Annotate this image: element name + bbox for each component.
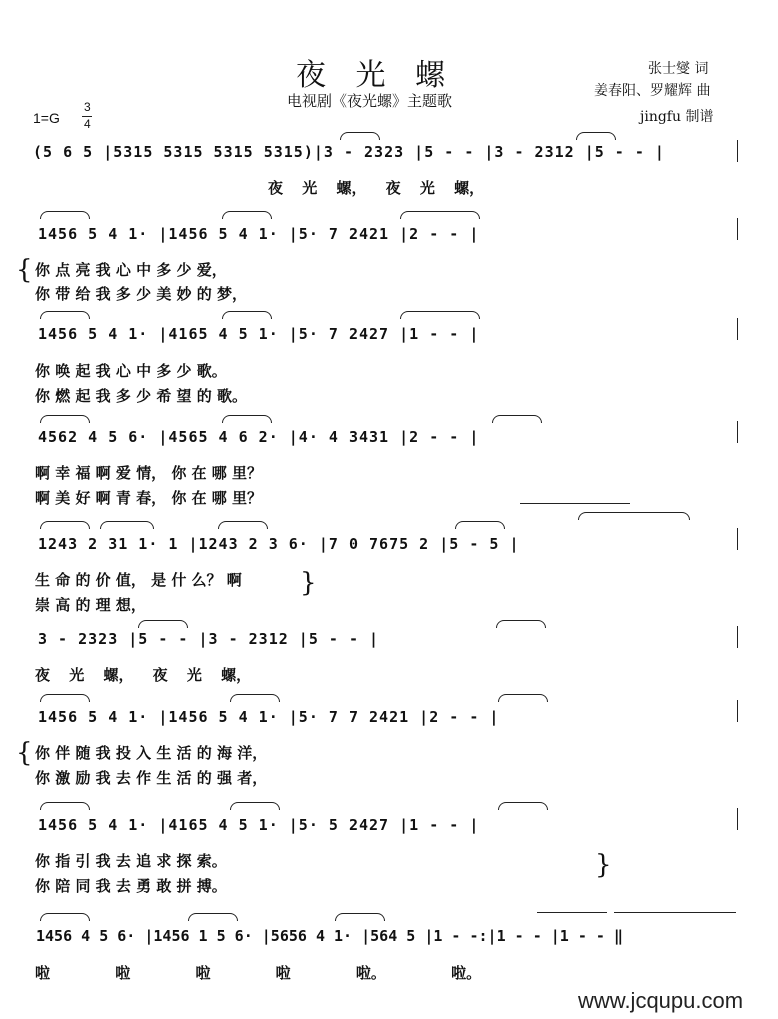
notes-row-8: 1456 5 4 1· |4165 4 5 1· |5· 5 2427 |1 - - | (38, 816, 480, 834)
lyric-row-3-verse-2: 你 燃 起 我 多 少 希 望 的 歌。 (35, 387, 248, 405)
slur (492, 415, 542, 423)
final-barline (737, 808, 738, 830)
slur (40, 415, 90, 423)
lyric-row-2-verse-2: 你 带 给 我 多 少 美 妙 的 梦， (35, 285, 248, 303)
lyric-row-7-verse-2: 你 激 励 我 去 作 生 活 的 强 者， (35, 769, 268, 787)
volta-bracket-1 (537, 912, 607, 913)
slur (576, 132, 616, 140)
lyric-row-4-verse-1: 啊 幸 福 啊 爱 情， 你 在 哪 里？ (35, 464, 263, 482)
slur (40, 211, 90, 219)
slur (188, 913, 238, 921)
verse-brace: { (16, 738, 33, 768)
final-barline (737, 140, 738, 162)
slur (100, 521, 154, 529)
lyric-row-3-verse-1: 你 唤 起 我 心 中 多 少 歌。 (35, 362, 227, 380)
slur (335, 913, 385, 921)
final-barline (737, 528, 738, 550)
verse-brace-right: } (595, 850, 612, 880)
lyric-row-5-verse-2: 崇 高 的 理 想， (35, 596, 146, 614)
notes-row-3: 1456 5 4 1· |4165 4 5 1· |5· 7 2427 |1 - - | (38, 325, 480, 343)
slur (40, 311, 90, 319)
final-barline (737, 626, 738, 648)
slur (40, 913, 90, 921)
slur (40, 521, 90, 529)
notes-row-6: 3 - 2323 |5 - - |3 - 2312 |5 - - | (38, 630, 380, 648)
slur (400, 311, 480, 319)
volta-bracket-2 (614, 912, 736, 913)
time-signature-bottom: 4 (84, 117, 91, 131)
notes-row-4: 4562 4 5 6· |4565 4 6 2· |4· 4 3431 |2 - - | (38, 428, 480, 446)
key-signature: 1=G (33, 110, 60, 126)
slur (40, 802, 90, 810)
song-subtitle: 电视剧《夜光螺》主题歌 (287, 92, 453, 110)
lyric-row-6-verse-1: 夜 光 螺， 夜 光 螺， (35, 666, 252, 684)
lyric-row-8-verse-1: 你 指 引 我 去 追 求 探 索。 (35, 852, 227, 870)
slur (498, 694, 548, 702)
lyric-row-1-verse-1: 夜 光 螺， 夜 光 螺， (268, 179, 485, 197)
lyric-row-7-verse-1: 你 伴 随 我 投 入 生 活 的 海 洋， (35, 744, 268, 762)
slur (578, 512, 690, 520)
time-signature-top: 3 (84, 100, 91, 114)
slur (498, 802, 548, 810)
slur (400, 211, 480, 219)
transcriber-credit: jingfu 制谱 (640, 109, 714, 125)
final-barline (737, 421, 738, 443)
slur (496, 620, 546, 628)
lyric-row-5-verse-1: 生 命 的 价 值， 是 什 么？ 啊 (35, 571, 242, 589)
slur (222, 415, 272, 423)
slur (40, 694, 90, 702)
website-watermark: www.jcqupu.com (578, 988, 744, 1013)
slur (455, 521, 505, 529)
notes-row-2: 1456 5 4 1· |1456 5 4 1· |5· 7 2421 |2 - - | (38, 225, 480, 243)
lyric-row-4-verse-2: 啊 美 好 啊 青 春， 你 在 哪 里？ (35, 489, 263, 507)
slur (230, 694, 280, 702)
time-signature-line (82, 116, 92, 117)
composer-credit: 姜春阳、罗耀辉 曲 (594, 83, 711, 99)
slur (222, 211, 272, 219)
verse-brace-right: } (300, 568, 317, 598)
notes-row-7: 1456 5 4 1· |1456 5 4 1· |5· 7 7 2421 |2 - - | (38, 708, 500, 726)
lyric-row-9-verse-1: 啦 啦 啦 啦 啦。 啦。 (35, 964, 482, 982)
slur (340, 132, 380, 140)
notes-row-1: (5 6 5 |5315 5315 5315 5315)|3 - 2323 |5 - - |3 - 2312 |5 - - | (33, 143, 665, 161)
notes-row-9: 1456 4 5 6· |1456 1 5 6· |5656 4 1· |564 5 |1 - -:|1 - - |1 - - ‖ (36, 927, 623, 945)
lyric-row-2-verse-1: 你 点 亮 我 心 中 多 少 爱， (35, 261, 227, 279)
slur (138, 620, 188, 628)
verse-brace: { (16, 255, 33, 285)
slur (222, 311, 272, 319)
slur (230, 802, 280, 810)
final-barline (737, 218, 738, 240)
final-barline (737, 318, 738, 340)
song-title: 夜 光 螺 (296, 58, 456, 93)
tie-line (520, 503, 630, 504)
slur (218, 521, 268, 529)
notes-row-5: 1243 2 31 1· 1 |1243 2 3 6· |7 0 7675 2 |5 - 5 | (38, 535, 520, 553)
lyric-row-8-verse-2: 你 陪 同 我 去 勇 敢 拼 搏。 (35, 877, 227, 895)
final-barline (737, 700, 738, 722)
lyricist-credit: 张士燮 词 (648, 61, 709, 77)
